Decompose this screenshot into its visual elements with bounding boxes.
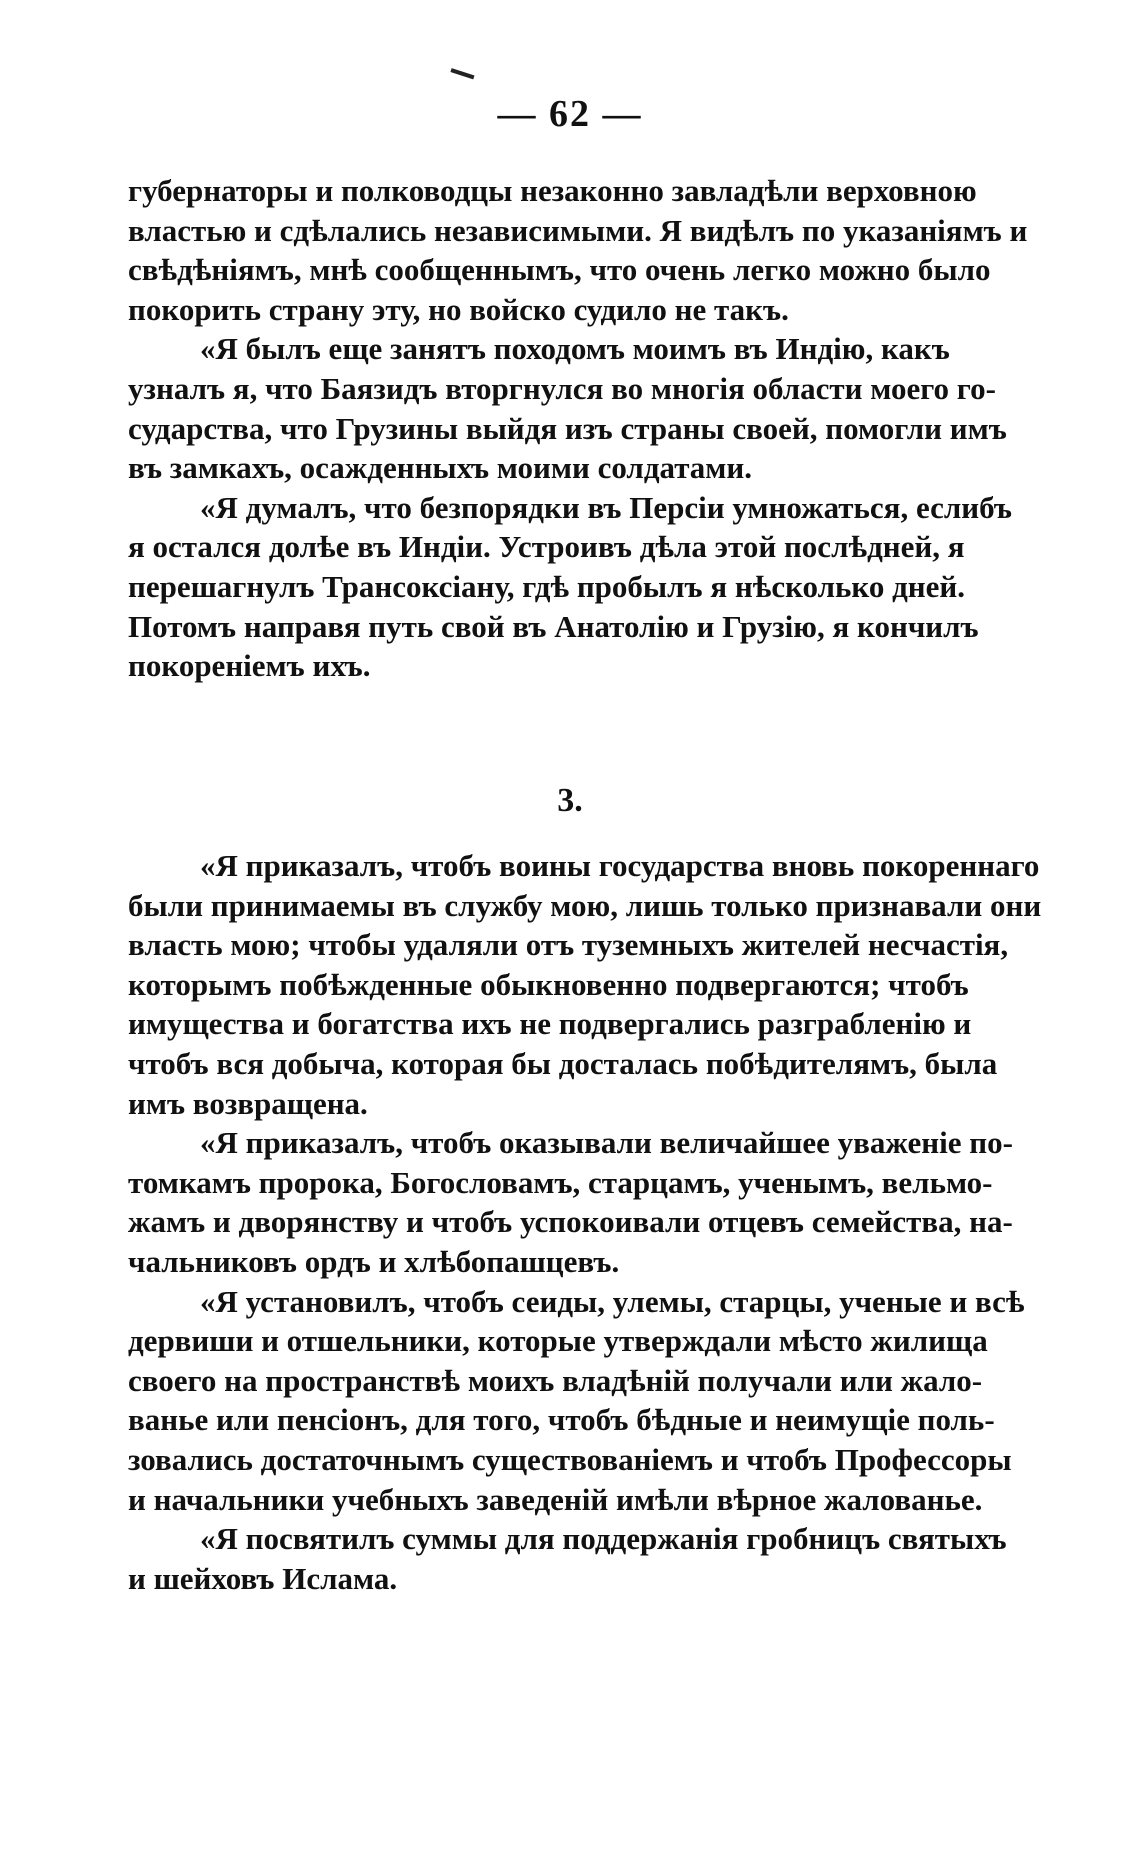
text-block-top — [128, 171, 1080, 686]
text-block-bottom — [128, 846, 1080, 1598]
section-number: 3. — [557, 782, 583, 819]
paragraph: «Я приказалъ, чтобъ оказывали величайшее уваженіе по- томкамъ пророка, Богословамъ, старцамъ, ученымъ, вельмо- жамъ и дворянству и чтобъ успокоивали отцевъ семейства, на- чальниковъ ордъ и хлѣбопашцевъ. — [128, 1125, 1013, 1279]
paragraph: «Я думалъ, что безпорядки въ Персіи умножаться, еслибъ я остался долѣе въ Индіи. Устроивъ дѣла этой послѣдней, я перешагнулъ Трансоксіану, гдѣ пробылъ я нѣсколько дней. Потомъ направя путь свой въ Анатолію и Грузію, я кончилъ покореніемъ ихъ. — [128, 489, 1012, 684]
page-number: — 62 — — [497, 93, 643, 135]
paragraph: «Я былъ еще занятъ походомъ моимъ въ Индію, какъ узналъ я, что Баязидъ вторгнулся во многія области моего го- сударства, что Грузины выйдя изъ страны своей, помогли имъ въ замкахъ, осажденныхъ моими солдатами. — [128, 331, 1007, 486]
paragraph: «Я установилъ, чтобъ сеиды, улемы, старцы, ученые и всѣ дервиши и отшельники, которые утверждали мѣсто жилища своего на пространствѣ моихъ владѣній получали или жало- ванье или пенсіонъ, для того, чтобъ бѣдные и неимущіе поль- зовались достаточнымъ существованіемъ и чтобъ Профессоры и начальники учебныхъ заведеній имѣли вѣрное жалованье. — [128, 1283, 1025, 1517]
paragraph: губернаторы и полководцы незаконно завладѣли верховною властью и сдѣлались независимыми. Я видѣлъ по указаніямъ и свѣдѣніямъ, мнѣ сообщеннымъ, что очень легко можно было покорить страну эту, но войско судило не такъ. — [128, 173, 1028, 327]
paragraph: «Я приказалъ, чтобъ воины государства вновь покореннаго были принимаемы въ службу мою, лишь только признавали они власть мою; чтобы удаляли отъ туземныхъ жителей несчастія, которымъ побѣжденные обыкновенно подвергаются; чтобъ имущества и богатства ихъ не подвергались разграбленію и чтобъ вся добыча, которая бы досталась побѣдителямъ, была имъ возвращена. — [128, 848, 1042, 1121]
scan-mark — [450, 59, 477, 80]
paragraph: «Я посвятилъ суммы для поддержанія гробницъ святыхъ и шейховъ Ислама. — [128, 1521, 1007, 1596]
